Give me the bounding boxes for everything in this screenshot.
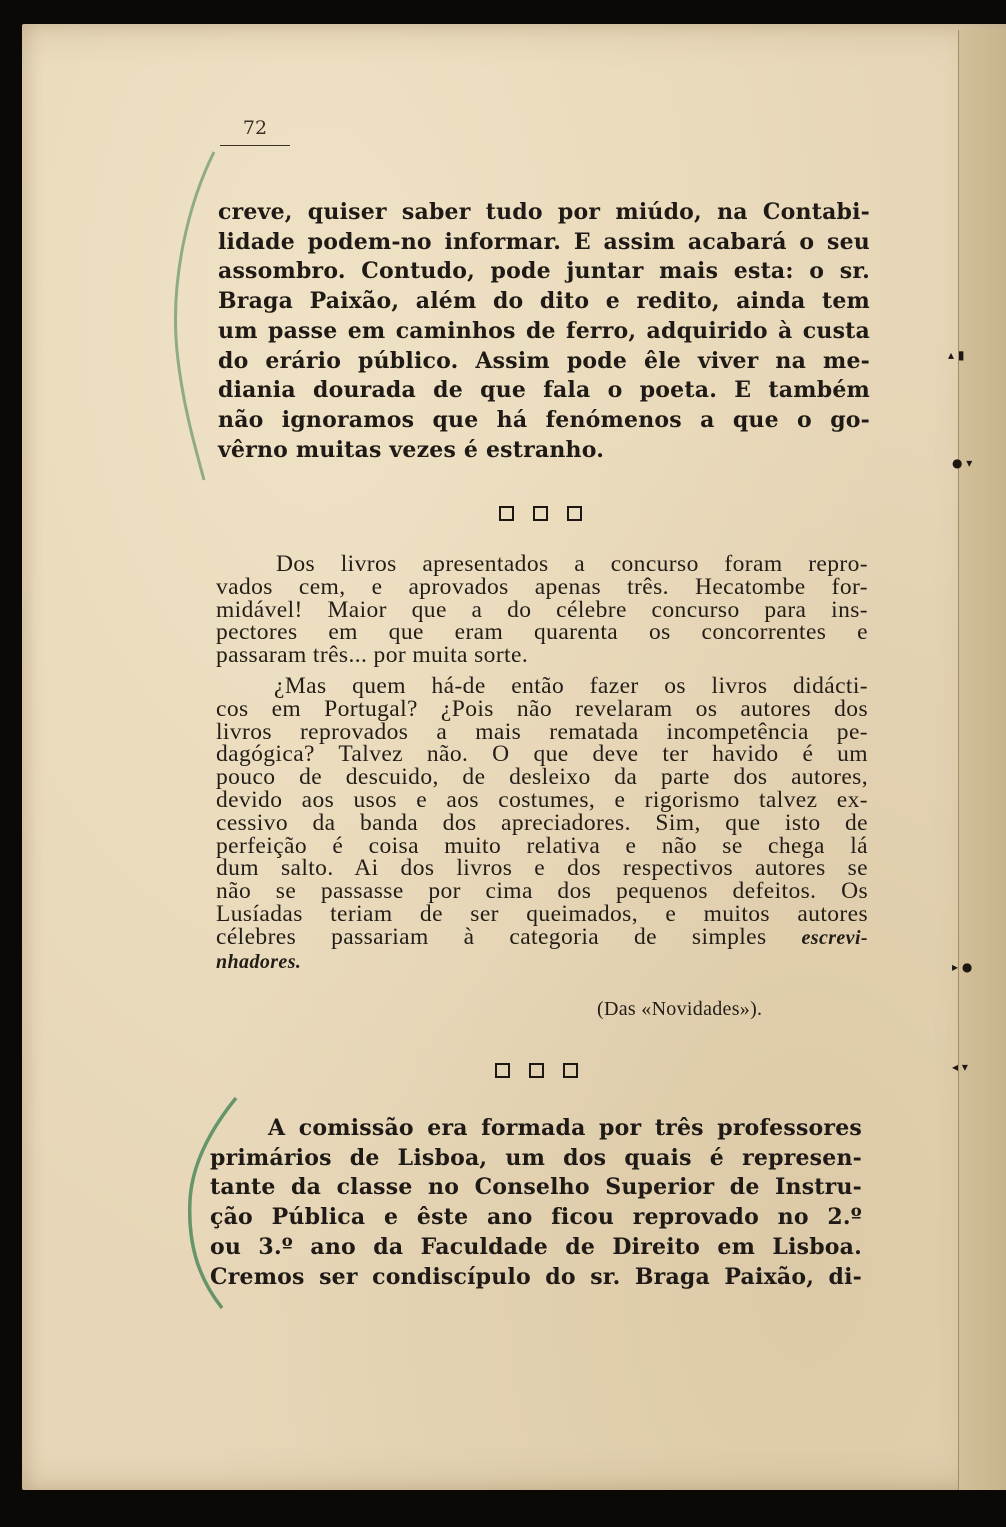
text-line: ção Pública e êste ano ficou reprovado no 2.º xyxy=(210,1204,862,1231)
text-line: vados cem, e aprovados apenas três. Hecatombe for- xyxy=(216,573,868,600)
section-divider xyxy=(499,506,582,521)
square-ornament xyxy=(529,1063,544,1078)
text-line: dagógica? Talvez não. O que deve ter havido é um xyxy=(216,741,868,768)
text-line: pectores em que eram quarenta os concorrentes e xyxy=(216,619,868,646)
bleed-through-mark: ● ▾ xyxy=(952,456,973,470)
bleed-through-mark: ▴ ▮ xyxy=(948,348,965,362)
text-line: ou 3.º ano da Faculdade de Direito em Lisboa. xyxy=(210,1233,862,1260)
text-line xyxy=(216,950,868,974)
text-line: passaram três... por muita sorte. xyxy=(216,642,529,669)
text-line: Braga Paixão, além do dito e redito, ainda tem xyxy=(218,288,870,315)
paragraph-4 xyxy=(210,1114,862,1292)
text-line: pouco de descuido, de desleixo da parte dos autores, xyxy=(216,764,868,791)
square-ornament xyxy=(533,506,548,521)
text-line: um passe em caminhos de ferro, adquirido à custa xyxy=(218,317,870,344)
text-line: do erário público. Assim pode êle viver na me- xyxy=(218,347,870,374)
paragraph-2 xyxy=(216,553,868,667)
paragraph-3 xyxy=(216,675,868,973)
text-line: livros reprovados a mais rematada incompetência pe- xyxy=(216,718,868,745)
text-line: ¿Mas quem há-de então fazer os livros didácti- xyxy=(274,673,868,699)
text-line-start: célebres passariam à categoria de simples xyxy=(216,923,767,950)
square-ornament xyxy=(499,506,514,521)
italic-word: nhadores. xyxy=(216,950,302,973)
source-citation: (Das «Novidades»). xyxy=(597,998,763,1020)
paragraph-1 xyxy=(218,198,870,465)
bleed-through-mark: ▸ ● xyxy=(952,960,973,974)
text-line: vêrno muitas vezes é estranho. xyxy=(218,436,605,463)
text-line: cessivo da banda dos apreciadores. Sim, que isto de xyxy=(216,809,868,836)
square-ornament xyxy=(563,1063,578,1078)
text-line: perfeição é coisa muito relativa e não se chega lá xyxy=(216,832,868,859)
text-line: diania dourada de que fala o poeta. E também xyxy=(218,377,870,404)
text-line: Lusíadas teriam de ser queimados, e muitos autores xyxy=(216,900,868,927)
text-line: Dos livros apresentados a concurso foram repro- xyxy=(276,551,868,577)
text-line: Cremos ser condiscípulo do sr. Braga Paixão, di- xyxy=(210,1263,862,1290)
text-line: não ignoramos que há fenómenos a que o go- xyxy=(218,406,870,433)
text-line: não se passasse por cima dos pequenos defeitos. Os xyxy=(216,878,868,905)
page-number: 72 xyxy=(220,117,290,146)
text-line: creve, quiser saber tudo por miúdo, na Contabi- xyxy=(218,199,870,225)
text-line: assombro. Contudo, pode juntar mais esta: o sr. xyxy=(218,258,870,285)
facing-page-edge xyxy=(958,30,1006,1490)
bleed-through-mark: ◂ ▾ xyxy=(952,1060,968,1074)
square-ornament xyxy=(495,1063,510,1078)
text-line: cos em Portugal? ¿Pois não revelaram os autores dos xyxy=(216,695,868,722)
text-line: midável! Maior que a do célebre concurso para ins- xyxy=(216,596,868,623)
section-divider xyxy=(495,1063,578,1078)
text-line: A comissão era formada por três professores xyxy=(268,1115,862,1141)
text-line: primários de Lisboa, um dos quais é represen- xyxy=(210,1144,862,1171)
text-line: lidade podem-no informar. E assim acabará o seu xyxy=(218,228,870,255)
italic-word: escrevi- xyxy=(801,926,868,949)
text-line xyxy=(216,923,868,950)
text-line: devido aos usos e aos costumes, e rigorismo talvez ex- xyxy=(216,786,868,813)
text-line: tante da classe no Conselho Superior de Instru- xyxy=(210,1174,862,1201)
text-line: dum salto. Ai dos livros e dos respectivos autores se xyxy=(216,855,868,882)
square-ornament xyxy=(567,506,582,521)
